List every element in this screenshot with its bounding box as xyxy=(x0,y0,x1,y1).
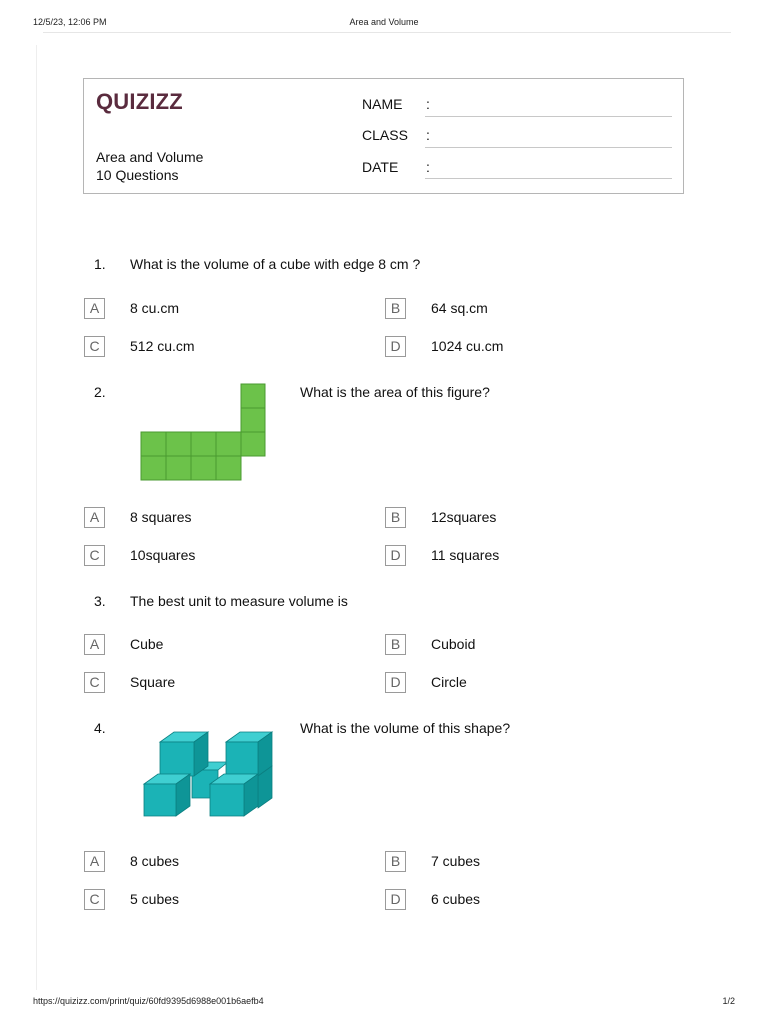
q4-option-c-box[interactable]: C xyxy=(84,889,105,910)
name-label: NAME xyxy=(362,96,403,112)
question-2-number: 2. xyxy=(94,384,106,400)
q3-option-b-text: Cuboid xyxy=(431,636,476,652)
grid-square xyxy=(241,384,265,408)
grid-square xyxy=(141,432,166,456)
grid-square xyxy=(141,456,166,480)
name-field xyxy=(362,96,430,112)
q1-option-b-box[interactable]: B xyxy=(385,298,406,319)
q1-option-c-box[interactable]: C xyxy=(84,336,105,357)
page-number: 1/2 xyxy=(722,996,735,1006)
q2-option-d-box[interactable]: D xyxy=(385,545,406,566)
q4-option-b-box[interactable]: B xyxy=(385,851,406,872)
teal-cubes-figure xyxy=(138,726,278,818)
date-separator: : xyxy=(426,159,430,175)
quizizz-logo-icon xyxy=(96,89,182,115)
question-1-text: What is the volume of a cube with edge 8 cm ? xyxy=(130,256,421,272)
cube xyxy=(210,774,258,816)
q3-option-a-box[interactable]: A xyxy=(84,634,105,655)
q4-option-b-text: 7 cubes xyxy=(431,853,481,869)
print-url: https://quizizz.com/print/quiz/60fd9395d6988e001b6aefb4 xyxy=(33,996,264,1006)
grid-square xyxy=(241,408,265,432)
q1-option-d-text: 1024 cu.cm xyxy=(431,338,504,354)
date-field xyxy=(362,159,430,175)
green-squares-figure xyxy=(126,380,286,484)
quiz-header-box xyxy=(83,78,684,194)
class-field xyxy=(362,127,430,143)
cube xyxy=(160,732,208,776)
question-3-text: The best unit to measure volume is xyxy=(130,593,348,609)
grid-square xyxy=(216,432,241,456)
q2-option-b-text: 12squares xyxy=(431,509,497,525)
q1-option-b-text: 64 sq.cm xyxy=(431,300,488,316)
q4-option-d-text: 6 cubes xyxy=(431,891,481,907)
grid-square xyxy=(216,456,241,480)
grid-square xyxy=(191,456,216,480)
q3-option-a-text: Cube xyxy=(130,636,164,652)
q4-option-d-box[interactable]: D xyxy=(385,889,406,910)
q4-option-c-text: 5 cubes xyxy=(130,891,180,907)
print-title: Area and Volume xyxy=(349,17,419,27)
q1-option-d-box[interactable]: D xyxy=(385,336,406,357)
q3-option-c-text: Square xyxy=(130,674,176,690)
q1-option-c-text: 512 cu.cm xyxy=(130,338,195,354)
question-count: 10 Questions xyxy=(96,167,179,183)
cube xyxy=(226,732,272,776)
class-input-line[interactable] xyxy=(425,147,672,148)
date-input-line[interactable] xyxy=(425,178,672,179)
question-3-number: 3. xyxy=(94,593,106,609)
question-4-number: 4. xyxy=(94,720,106,736)
page-margin-line xyxy=(36,45,37,990)
question-4-text: What is the volume of this shape? xyxy=(300,720,511,736)
class-label: CLASS xyxy=(362,127,408,143)
cube xyxy=(144,774,190,816)
q1-option-a-box[interactable]: A xyxy=(84,298,105,319)
logo-wordmark: QUIZIZZ xyxy=(96,89,182,114)
q3-option-d-text: Circle xyxy=(431,674,467,690)
name-input-line[interactable] xyxy=(425,116,672,117)
q3-option-c-box[interactable]: C xyxy=(84,672,105,693)
class-separator: : xyxy=(426,127,430,143)
grid-square xyxy=(241,432,265,456)
q2-option-a-text: 8 squares xyxy=(130,509,192,525)
grid-square xyxy=(191,432,216,456)
quizizz-logo xyxy=(96,89,182,121)
q2-option-c-box[interactable]: C xyxy=(84,545,105,566)
grid-square xyxy=(166,456,191,480)
date-label: DATE xyxy=(362,159,399,175)
quiz-title: Area and Volume xyxy=(96,149,204,165)
q3-option-d-box[interactable]: D xyxy=(385,672,406,693)
q2-option-a-box[interactable]: A xyxy=(84,507,105,528)
q2-option-c-text: 10squares xyxy=(130,547,196,563)
q4-option-a-text: 8 cubes xyxy=(130,853,180,869)
print-datetime: 12/5/23, 12:06 PM xyxy=(33,17,107,27)
question-1-number: 1. xyxy=(94,256,106,272)
q3-option-b-box[interactable]: B xyxy=(385,634,406,655)
header-divider xyxy=(43,32,731,33)
q2-option-b-box[interactable]: B xyxy=(385,507,406,528)
q2-option-d-text: 11 squares xyxy=(431,547,500,563)
question-2-text: What is the area of this figure? xyxy=(300,384,490,400)
grid-square xyxy=(166,432,191,456)
q4-option-a-box[interactable]: A xyxy=(84,851,105,872)
name-separator: : xyxy=(426,96,430,112)
q1-option-a-text: 8 cu.cm xyxy=(130,300,180,316)
